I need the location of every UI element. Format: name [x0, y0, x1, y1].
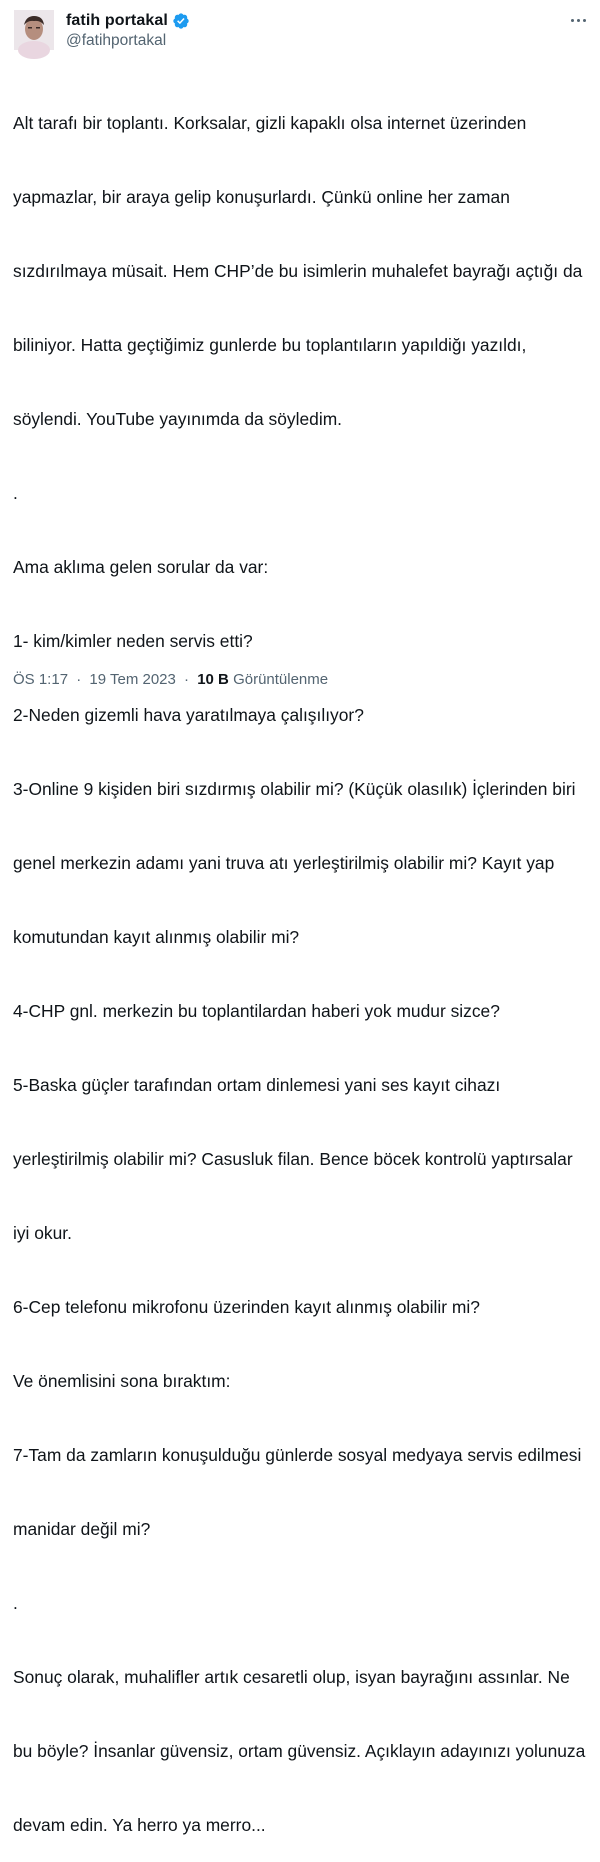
tweet-text-line: iyi okur.	[13, 1222, 72, 1243]
author-handle[interactable]: @fatihportakal	[66, 32, 167, 49]
tweet-text-line: 6-Cep telefonu mikrofonu üzerinden kayıt alınmış olabilir mi?	[13, 1296, 480, 1317]
more-horizontal-icon	[571, 19, 574, 22]
tweet-text-line: yerleştirilmiş olabilir mi? Casusluk filan. Bence böcek kontrolü yaptırsalar	[13, 1148, 573, 1169]
tweet-text-line: sızdırılmaya müsait. Hem CHP’de bu isimlerin muhalefet bayrağı açtığı da	[13, 261, 583, 282]
meta-separator: ·	[76, 671, 82, 688]
tweet-text-line: 1- kim/kimler neden servis etti?	[13, 631, 253, 652]
author-name-row	[66, 12, 190, 30]
tweet-text-line: Alt tarafı bir toplantı. Korksalar, gizli kapaklı olsa internet üzerinden	[13, 113, 527, 134]
tweet-text-line: bu böyle? İnsanlar güvensiz, ortam güvensiz. Açıklayın adayınızı yolunuza	[13, 1740, 586, 1761]
tweet-text-line: .	[13, 483, 18, 504]
more-options-button[interactable]	[566, 10, 590, 30]
tweet-text-line: söylendi. YouTube yayınımda da söyledim.	[13, 409, 343, 430]
tweet-text-line: Ama aklıma gelen sorular da var:	[13, 557, 269, 578]
views-label: Görüntülenme	[233, 671, 329, 688]
author-display-name[interactable]: fatih portakal	[66, 12, 168, 29]
verified-badge-icon[interactable]	[172, 12, 190, 30]
tweet-text-line: komutundan kayıt alınmış olabilir mi?	[13, 926, 300, 947]
tweet-text-line: devam edin. Ya herro ya merro...	[13, 1814, 266, 1835]
views-count: 10 B	[197, 671, 229, 688]
tweet-text-line: 7-Tam da zamların konuşulduğu günlerde sosyal medyaya servis edilmesi	[13, 1444, 582, 1465]
tweet-text-line: 3-Online 9 kişiden biri sızdırmış olabilir mi? (Küçük olasılık) İçlerinden biri	[13, 779, 576, 800]
tweet-text-line: biliniyor. Hatta geçtiğimiz gunlerde bu toplantıların yapıldiğı yazıldı,	[13, 335, 527, 356]
tweet-text-line: Ve önemlisini sona bıraktım:	[13, 1370, 231, 1391]
meta-separator: ·	[184, 671, 190, 688]
tweet-text-line: 2-Neden gizemli hava yaratılmaya çalışılıyor?	[13, 705, 364, 726]
tweet-text	[13, 62, 593, 1862]
tweet-text-line: .	[13, 1592, 18, 1613]
tweet-text-line: yapmazlar, bir araya gelip konuşurlardı. Çünkü online her zaman	[13, 187, 510, 208]
tweet-text-line: manidar değil mi?	[13, 1518, 151, 1539]
tweet-date[interactable]: 19 Tem 2023	[89, 671, 176, 688]
avatar-portrait-icon	[14, 10, 54, 50]
tweet-text-line: Sonuç olarak, muhalifler artık cesaretli olup, isyan bayrağını assınlar. Ne	[13, 1666, 570, 1687]
tweet-header	[0, 0, 600, 56]
tweet-meta	[13, 671, 328, 688]
more-dot	[577, 19, 580, 22]
tweet-text-line: 5-Baska güçler tarafından ortam dinlemesi yani ses kayıt cihazı	[13, 1074, 501, 1095]
tweet-text-line: 4-CHP gnl. merkezin bu toplantilardan haberi yok mudur sizce?	[13, 1000, 500, 1021]
tweet-text-line: genel merkezin adamı yani truva atı yerleştirilmiş olabilir mi? Kayıt yap	[13, 853, 555, 873]
tweet-time[interactable]: ÖS 1:17	[13, 671, 69, 688]
more-dot	[583, 19, 586, 22]
avatar[interactable]	[14, 10, 54, 50]
